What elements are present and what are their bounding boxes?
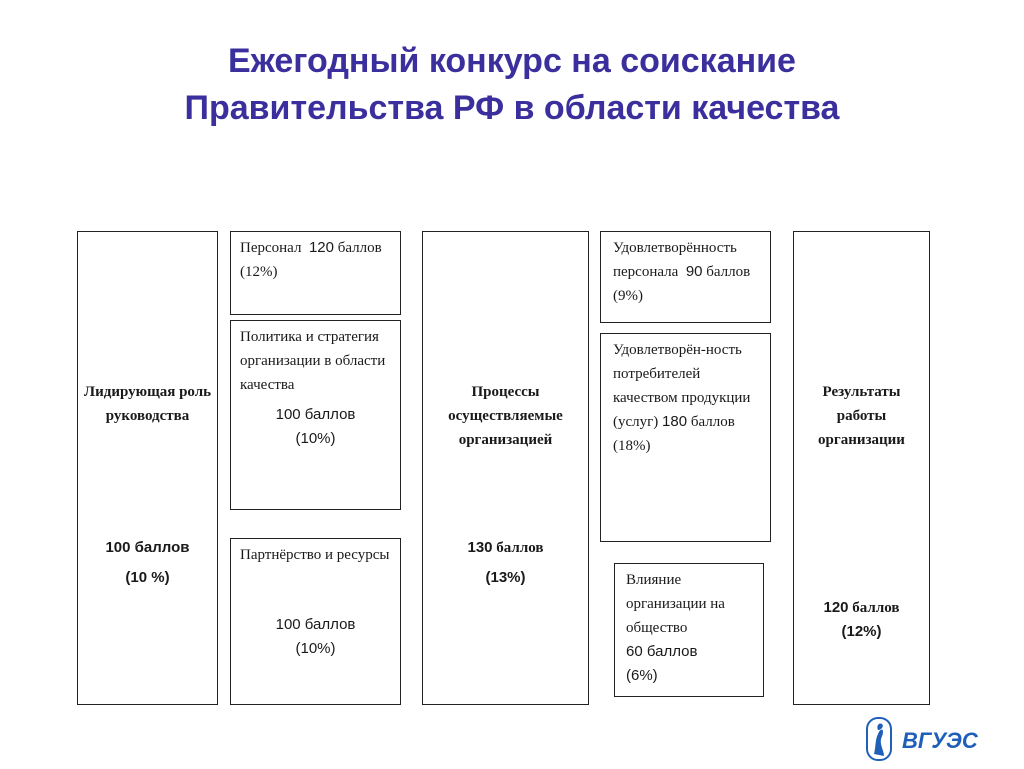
personnel-name: Персонал [240, 240, 302, 256]
leadership-name: Лидирующая роль руководства [83, 384, 212, 424]
customer-satisfaction-box [600, 333, 771, 542]
partnership-score: 100 баллов [275, 616, 356, 633]
results-score-pct: (12%) [841, 623, 882, 640]
title-line-1: Ежегодный конкурс на соискание [228, 42, 796, 80]
society-score: 60 баллов [626, 643, 698, 660]
vguES-logo [866, 716, 986, 764]
partnership-box [230, 538, 401, 705]
customer-satisfaction-name: Удовлетворён-ность потребителей качеством продукции (услуг) [613, 342, 751, 430]
partnership-name: Партнёрство и ресурсы [240, 547, 390, 563]
partnership-score-block [240, 613, 391, 661]
leadership-score [82, 536, 213, 590]
policy-box [230, 320, 401, 510]
university-emblem-icon [866, 716, 986, 764]
partnership-pct: (10%) [295, 640, 336, 657]
policy-score: 100 баллов [275, 406, 356, 423]
results-box [793, 231, 930, 705]
staff-satisfaction-score: 90 [685, 263, 703, 280]
processes-box [422, 231, 589, 705]
leadership-box [77, 231, 218, 705]
processes-score-word: баллов [496, 540, 544, 556]
results-score-word: баллов [852, 600, 900, 616]
slide-title [60, 38, 964, 132]
personnel-box [230, 231, 401, 315]
results-score-num: 120 [823, 599, 849, 616]
results-name: Результаты работы организации [818, 384, 905, 448]
society-box [614, 563, 764, 697]
processes-score-num: 130 [467, 539, 493, 556]
staff-satisfaction-name: Удовлетворённость персонала [613, 240, 737, 280]
customer-satisfaction-rest: баллов (18%) [613, 414, 735, 454]
staff-satisfaction-box [600, 231, 771, 323]
society-pct: (6%) [626, 667, 658, 684]
processes-name: Процессы осуществляемые организацией [448, 384, 563, 448]
leadership-score-value: 100 баллов [105, 539, 190, 556]
policy-pct: (10%) [295, 430, 336, 447]
society-name: Влияние организации на общество [626, 572, 725, 636]
logo-text: ВГУЭС [902, 728, 978, 753]
policy-score-block [240, 403, 391, 451]
staff-satisfaction-rest: баллов (9%) [613, 264, 751, 304]
customer-satisfaction-score: 180 [662, 413, 688, 430]
results-score [798, 596, 925, 644]
policy-name: Политика и стратегия организации в области качества [240, 329, 386, 393]
processes-score-pct: (13%) [485, 569, 526, 586]
personnel-score: 120 [308, 239, 334, 256]
leadership-score-pct: (10 %) [125, 569, 170, 586]
processes-score [427, 536, 584, 590]
personnel-rest: баллов (12%) [240, 240, 382, 280]
title-line-2: Правительства РФ в области качества [184, 89, 840, 127]
